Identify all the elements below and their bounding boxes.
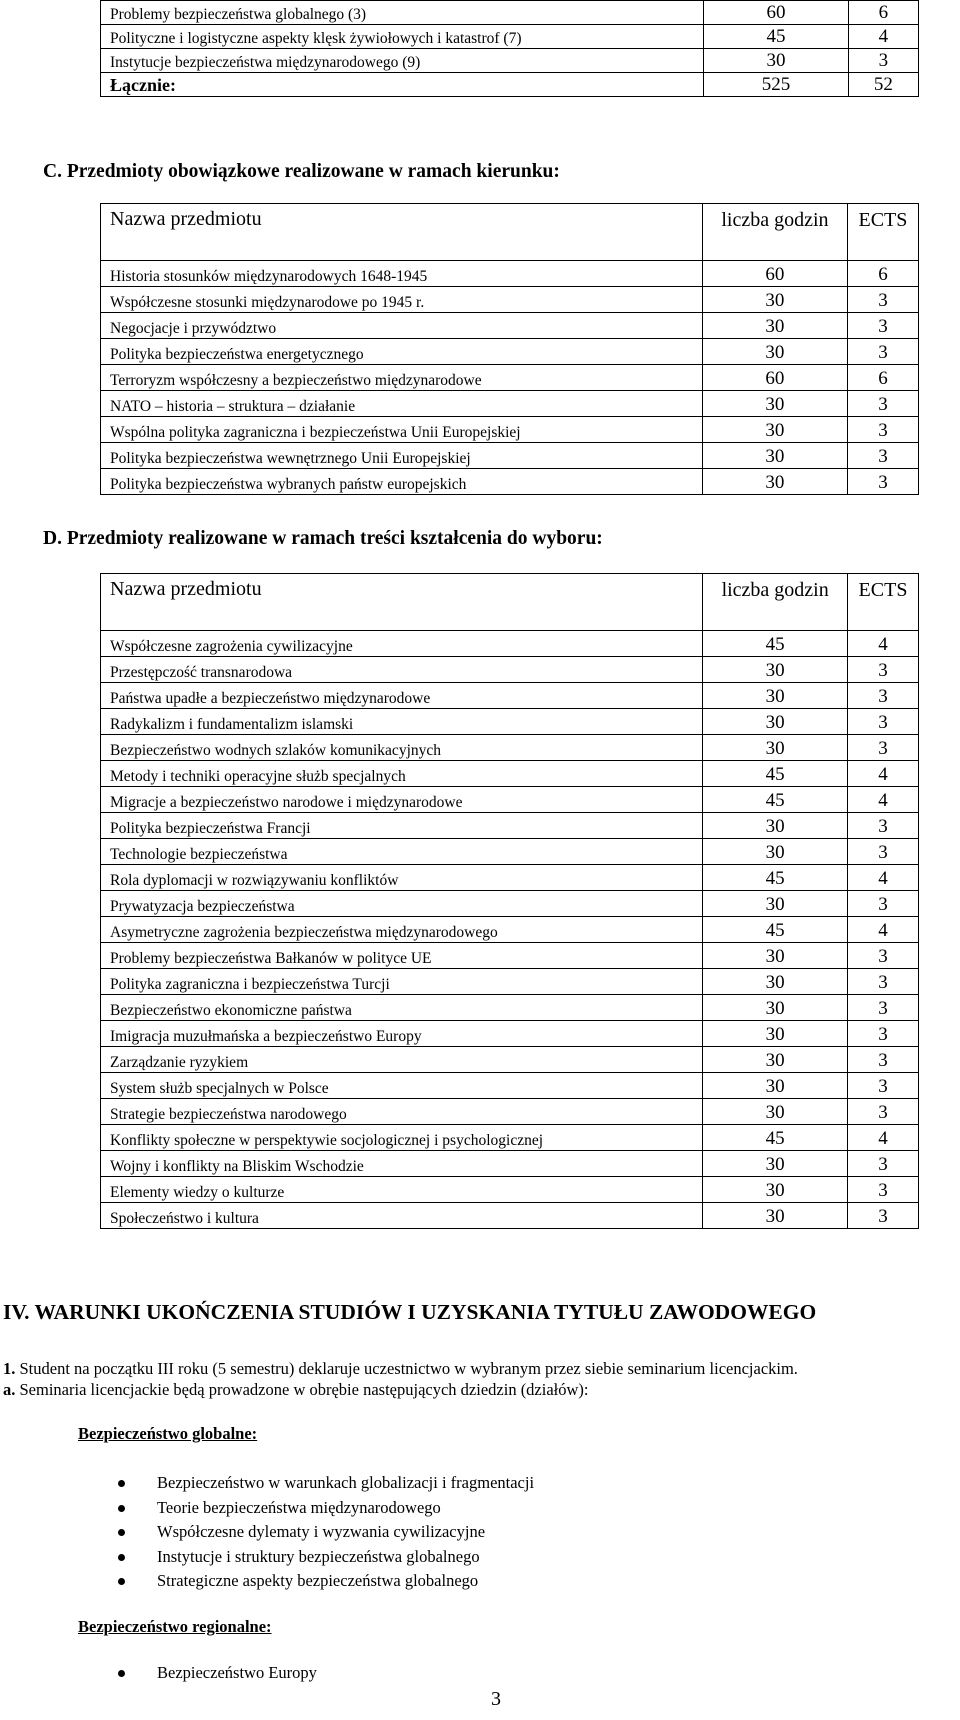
course-ects: 3 xyxy=(848,813,919,839)
course-name: Radykalizm i fundamentalizm islamski xyxy=(101,709,703,735)
table-row xyxy=(101,261,919,287)
regional-security-heading: Bezpieczeństwo regionalne: xyxy=(78,1617,272,1636)
column-header-name: Nazwa przedmiotu xyxy=(101,574,703,631)
course-ects: 4 xyxy=(848,917,919,943)
table-row xyxy=(101,787,919,813)
course-ects: 3 xyxy=(848,1203,919,1229)
course-ects: 3 xyxy=(847,469,918,495)
course-hours: 30 xyxy=(703,891,848,917)
column-header-ects: ECTS xyxy=(847,204,918,261)
table-row xyxy=(101,865,919,891)
course-ects: 3 xyxy=(848,1177,919,1203)
course-hours: 30 xyxy=(703,1047,848,1073)
course-ects: 3 xyxy=(848,657,919,683)
course-hours: 30 xyxy=(702,443,847,469)
course-ects: 3 xyxy=(847,339,918,365)
list-item xyxy=(0,1661,317,1686)
course-hours: 45 xyxy=(703,917,848,943)
course-name: Instytucje bezpieczeństwa międzynarodowego (9) xyxy=(101,49,704,73)
list-item xyxy=(0,1471,534,1496)
course-hours: 30 xyxy=(703,969,848,995)
course-name: Polityczne i logistyczne aspekty klęsk żywiołowych i katastrof (7) xyxy=(101,25,704,49)
course-ects: 6 xyxy=(848,1,918,25)
course-hours: 30 xyxy=(703,813,848,839)
course-name: Państwa upadłe a bezpieczeństwo międzynarodowe xyxy=(101,683,703,709)
course-name: Negocjacje i przywództwo xyxy=(101,313,703,339)
table-header-row xyxy=(101,574,919,631)
bullet-icon xyxy=(118,1529,125,1536)
course-name: Strategie bezpieczeństwa narodowego xyxy=(101,1099,703,1125)
page-number: 3 xyxy=(491,1688,501,1710)
course-hours: 30 xyxy=(702,313,847,339)
course-name: Polityka zagraniczna i bezpieczeństwa Turcji xyxy=(101,969,703,995)
previous-courses-table xyxy=(100,0,919,97)
list-item xyxy=(0,1569,534,1594)
table-row xyxy=(101,1,919,25)
course-name: Bezpieczeństwo ekonomiczne państwa xyxy=(101,995,703,1021)
course-ects: 3 xyxy=(848,683,919,709)
course-name: Problemy bezpieczeństwa globalnego (3) xyxy=(101,1,704,25)
table-row xyxy=(101,1203,919,1229)
table-row xyxy=(101,735,919,761)
list-item-text: Bezpieczeństwo w warunkach globalizacji i fragmentacji xyxy=(157,1473,535,1492)
course-ects: 3 xyxy=(848,1021,919,1047)
course-name: Polityka bezpieczeństwa wybranych państw europejskich xyxy=(101,469,703,495)
column-header-name: Nazwa przedmiotu xyxy=(101,204,703,261)
course-name: Terroryzm współczesny a bezpieczeństwo międzynarodowe xyxy=(101,365,703,391)
course-hours: 30 xyxy=(703,1203,848,1229)
course-ects: 3 xyxy=(848,995,919,1021)
table-row xyxy=(101,339,919,365)
course-ects: 3 xyxy=(847,313,918,339)
course-hours: 45 xyxy=(703,761,848,787)
course-name: Asymetryczne zagrożenia bezpieczeństwa międzynarodowego xyxy=(101,917,703,943)
table-row xyxy=(101,839,919,865)
course-ects: 3 xyxy=(848,969,919,995)
course-name: Prywatyzacja bezpieczeństwa xyxy=(101,891,703,917)
course-name: Polityka bezpieczeństwa wewnętrznego Unii Europejskiej xyxy=(101,443,703,469)
course-hours: 30 xyxy=(703,1099,848,1125)
course-hours: 30 xyxy=(702,417,847,443)
course-hours: 45 xyxy=(703,787,848,813)
table-row xyxy=(101,1073,919,1099)
table-row xyxy=(101,657,919,683)
course-hours: 45 xyxy=(703,631,848,657)
course-hours: 30 xyxy=(703,683,848,709)
course-ects: 3 xyxy=(848,1099,919,1125)
course-name: Technologie bezpieczeństwa xyxy=(101,839,703,865)
course-hours: 30 xyxy=(703,1151,848,1177)
course-hours: 30 xyxy=(702,391,847,417)
list-item xyxy=(0,1520,534,1545)
course-name: System służb specjalnych w Polsce xyxy=(101,1073,703,1099)
course-name: Konflikty społeczne w perspektywie socjologicznej i psychologicznej xyxy=(101,1125,703,1151)
course-name: Rola dyplomacji w rozwiązywaniu konfliktów xyxy=(101,865,703,891)
course-hours: 30 xyxy=(702,287,847,313)
bullet-icon xyxy=(118,1578,125,1585)
bullet-icon xyxy=(118,1480,125,1487)
table-row xyxy=(101,313,919,339)
course-hours: 45 xyxy=(703,865,848,891)
course-hours: 30 xyxy=(704,49,849,73)
table-row xyxy=(101,49,919,73)
paragraph-1-text: Student na początku III roku (5 semestru) deklaruje uczestnictwo w wybranym przez siebie seminarium licencjackim. xyxy=(15,1359,798,1378)
course-name: Polityka bezpieczeństwa Francji xyxy=(101,813,703,839)
list-item xyxy=(0,1545,534,1570)
course-ects: 4 xyxy=(848,631,919,657)
course-hours: 30 xyxy=(703,735,848,761)
table-header-row xyxy=(101,204,919,261)
bullet-icon xyxy=(118,1670,125,1677)
table-row xyxy=(101,891,919,917)
regional-security-list xyxy=(0,1661,317,1686)
table-row xyxy=(101,287,919,313)
table-row xyxy=(101,417,919,443)
paragraph-1-number: 1. xyxy=(3,1359,16,1378)
paragraph-a-letter: a. xyxy=(3,1380,16,1399)
table-row xyxy=(101,683,919,709)
table-row xyxy=(101,1047,919,1073)
total-ects: 52 xyxy=(848,73,918,97)
course-name: Metody i techniki operacyjne służb specjalnych xyxy=(101,761,703,787)
course-name: Współczesne zagrożenia cywilizacyjne xyxy=(101,631,703,657)
course-hours: 30 xyxy=(702,339,847,365)
course-ects: 4 xyxy=(848,787,919,813)
elective-courses-table xyxy=(100,573,919,1229)
course-name: Polityka bezpieczeństwa energetycznego xyxy=(101,339,703,365)
total-label: Łącznie: xyxy=(101,73,704,97)
course-name: Bezpieczeństwo wodnych szlaków komunikacyjnych xyxy=(101,735,703,761)
course-ects: 3 xyxy=(848,735,919,761)
course-hours: 45 xyxy=(703,1125,848,1151)
course-ects: 3 xyxy=(847,443,918,469)
table-row xyxy=(101,1099,919,1125)
course-ects: 4 xyxy=(848,25,918,49)
table-row xyxy=(101,391,919,417)
course-name: Współczesne stosunki międzynarodowe po 1945 r. xyxy=(101,287,703,313)
course-hours: 30 xyxy=(702,469,847,495)
course-ects: 3 xyxy=(848,1047,919,1073)
table-row xyxy=(101,943,919,969)
course-name: Wojny i konflikty na Bliskim Wschodzie xyxy=(101,1151,703,1177)
course-ects: 3 xyxy=(848,709,919,735)
column-header-ects: ECTS xyxy=(848,574,919,631)
total-row xyxy=(101,73,919,97)
course-ects: 3 xyxy=(848,1073,919,1099)
column-header-hours: liczba godzin xyxy=(702,204,847,261)
section-c-heading: C. Przedmioty obowiązkowe realizowane w ramach kierunku: xyxy=(43,161,560,182)
paragraph-1 xyxy=(3,1359,798,1379)
paragraph-a xyxy=(3,1380,589,1400)
global-security-list xyxy=(0,1471,534,1594)
list-item-text: Teorie bezpieczeństwa międzynarodowego xyxy=(157,1497,441,1517)
global-security-heading: Bezpieczeństwo globalne: xyxy=(78,1424,258,1443)
bullet-icon xyxy=(118,1505,125,1512)
course-hours: 30 xyxy=(703,1073,848,1099)
course-hours: 30 xyxy=(703,943,848,969)
course-hours: 30 xyxy=(703,995,848,1021)
section-iv-heading: IV. WARUNKI UKOŃCZENIA STUDIÓW I UZYSKANIA TYTUŁU ZAWODOWEGO xyxy=(3,1300,817,1324)
table-row xyxy=(101,365,919,391)
bullet-icon xyxy=(118,1554,125,1561)
course-name: Elementy wiedzy o kulturze xyxy=(101,1177,703,1203)
course-name: Problemy bezpieczeństwa Bałkanów w polityce UE xyxy=(101,943,703,969)
course-ects: 3 xyxy=(848,49,918,73)
course-hours: 30 xyxy=(703,709,848,735)
table-row xyxy=(101,443,919,469)
list-item-text: Bezpieczeństwo Europy xyxy=(157,1663,317,1682)
course-ects: 4 xyxy=(848,1125,919,1151)
table-row xyxy=(101,1177,919,1203)
course-name: Wspólna polityka zagraniczna i bezpieczeństwa Unii Europejskiej xyxy=(101,417,703,443)
course-hours: 30 xyxy=(703,1177,848,1203)
course-name: NATO – historia – struktura – działanie xyxy=(101,391,703,417)
course-hours: 45 xyxy=(704,25,849,49)
course-ects: 4 xyxy=(848,865,919,891)
list-item xyxy=(0,1496,534,1521)
mandatory-courses-table xyxy=(100,203,919,495)
table-row xyxy=(101,631,919,657)
section-d-heading: D. Przedmioty realizowane w ramach treści kształcenia do wyboru: xyxy=(43,528,603,549)
course-name: Zarządzanie ryzykiem xyxy=(101,1047,703,1073)
course-hours: 60 xyxy=(702,365,847,391)
table-row xyxy=(101,1021,919,1047)
table-row xyxy=(101,1151,919,1177)
course-hours: 30 xyxy=(703,657,848,683)
course-hours: 60 xyxy=(702,261,847,287)
table-row xyxy=(101,709,919,735)
course-ects: 4 xyxy=(848,761,919,787)
course-ects: 3 xyxy=(847,391,918,417)
course-name: Migracje a bezpieczeństwo narodowe i międzynarodowe xyxy=(101,787,703,813)
course-hours: 30 xyxy=(703,839,848,865)
table-row xyxy=(101,813,919,839)
total-hours: 525 xyxy=(704,73,849,97)
column-header-hours: liczba godzin xyxy=(703,574,848,631)
table-row xyxy=(101,1125,919,1151)
course-name: Przestępczość transnarodowa xyxy=(101,657,703,683)
table-row xyxy=(101,469,919,495)
list-item-text: Instytucje i struktury bezpieczeństwa globalnego xyxy=(157,1546,480,1566)
course-name: Imigracja muzułmańska a bezpieczeństwo Europy xyxy=(101,1021,703,1047)
table-row xyxy=(101,995,919,1021)
course-ects: 6 xyxy=(847,261,918,287)
list-item-text: Strategiczne aspekty bezpieczeństwa globalnego xyxy=(157,1571,479,1590)
course-ects: 3 xyxy=(848,943,919,969)
table-row xyxy=(101,917,919,943)
list-item-text: Współczesne dylematy i wyzwania cywilizacyjne xyxy=(157,1522,486,1541)
course-hours: 30 xyxy=(703,1021,848,1047)
course-name: Historia stosunków międzynarodowych 1648-1945 xyxy=(101,261,703,287)
table-row xyxy=(101,969,919,995)
course-ects: 3 xyxy=(848,1151,919,1177)
table-row xyxy=(101,761,919,787)
course-hours: 60 xyxy=(704,1,849,25)
course-ects: 3 xyxy=(847,417,918,443)
paragraph-a-text: Seminaria licencjackie będą prowadzone w obrębie następujących dziedzin (działów): xyxy=(15,1380,589,1399)
course-ects: 3 xyxy=(847,287,918,313)
table-row xyxy=(101,25,919,49)
course-ects: 3 xyxy=(848,839,919,865)
course-name: Społeczeństwo i kultura xyxy=(101,1203,703,1229)
course-ects: 3 xyxy=(848,891,919,917)
course-ects: 6 xyxy=(847,365,918,391)
